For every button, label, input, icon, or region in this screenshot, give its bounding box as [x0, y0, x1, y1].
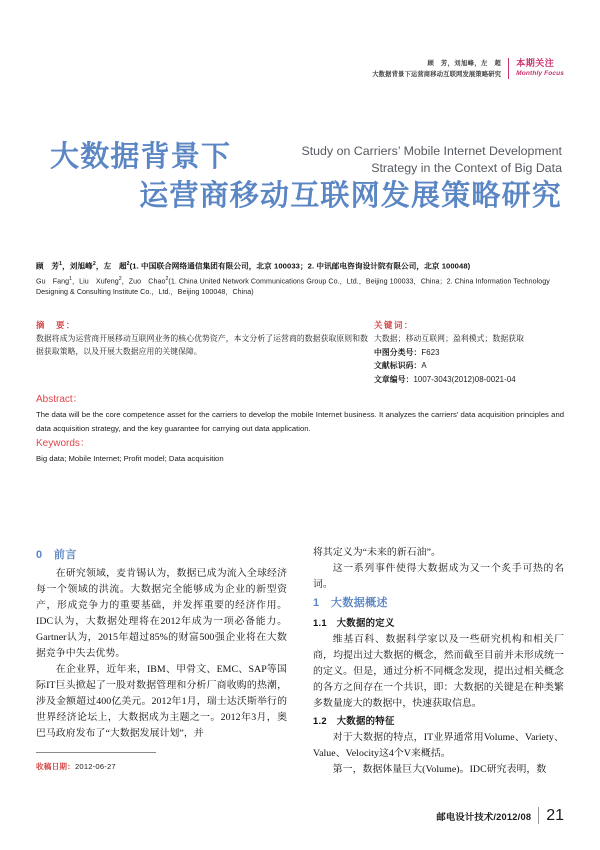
article-id-value: 1007-3043(2012)08-0021-04	[413, 374, 516, 384]
running-head-authors: 顾 芳，刘旭峰，左 超	[427, 60, 502, 67]
page-footer	[436, 807, 564, 824]
document-code	[374, 359, 564, 373]
english-abstract-label: Abstract：	[36, 394, 83, 405]
right-column-paragraph: 第一，数据体量巨大(Volume)。IDC研究表明，数	[332, 764, 547, 776]
clc-number-value: F623	[421, 347, 440, 357]
clc-number	[374, 346, 564, 360]
article-title-en	[231, 140, 564, 177]
english-abstract-text: The data will be the core competence asset for the carriers to develop the mobile Internet business. It analyzes the carriers’ data acquisition principles and data acquisition strategy, and the key guarantee for carrying out data application.	[36, 410, 564, 434]
running-head-text	[372, 58, 508, 80]
article-id	[374, 373, 564, 387]
chinese-abstract	[36, 318, 368, 386]
right-column-paragraph: 对于大数据的特点，IT业界通常用Volume、Variety、Value、Velocity这4个V来概括。	[313, 732, 564, 760]
left-column-paragraph: 在研究领域，麦肯锡认为，数据已成为流入全球经济每一个领域的洪流。大数据完全能够成为企业的新型资产，形成竞争力的重要基础，并发挥重要的经济作用。IDC认为，大数据处理将在2012年成为一项必备能力。Gartner认为，2015年超过85%的财富500强企业将在大数据竞争中失去优势。	[36, 568, 287, 660]
chinese-abstract-section	[36, 318, 564, 386]
left-column-paragraph: 在企业界，近年来，IBM、甲骨文、EMC、SAP等国际IT巨头掀起了一股对数据管理和分析厂商收购的热潮，涉及金额超过400亿美元。2012年1月，瑞士达沃斯举行的世界经济论坛上，大数据成为主题之一。2012年3月，奥巴马政府发布了“大数据发展计划”，并	[36, 664, 287, 740]
chinese-keywords-terms: 大数据；移动互联网；盈利模式；数据获取	[374, 334, 525, 343]
monthly-focus-badge	[508, 58, 564, 79]
english-abstract-section	[36, 392, 564, 467]
badge-label-en: Monthly Focus	[516, 70, 564, 77]
right-column-paragraph: 这一系列事件使得大数据成为又一个炙手可热的名词。	[313, 563, 564, 591]
english-keywords-text: Big data; Mobile Internet; Profit model; Data acquisition	[36, 454, 224, 464]
badge-label-cn: 本期关注	[516, 58, 555, 68]
running-head-title: 大数据背景下运营商移动互联网发展策略研究	[372, 71, 502, 78]
article-title-cn-line1: 大数据背景下	[50, 141, 232, 173]
author-affiliation-block	[36, 258, 564, 299]
right-column-paragraph: 维基百科、数据科学家以及一些研究机构和相关厂商，均提出过大数据的概念，然而截至目前并未形成统一的定义。但是，通过分析不同概念发现，提出过相关概念的各方之间存在一个共识，即：大数据的关键是在种类繁多数量庞大的数据中，快速获取信息。	[313, 634, 564, 710]
right-column-heading-2: 1.1 大数据的定义	[313, 617, 395, 629]
left-column-heading-1: 0 前言	[36, 549, 77, 561]
footnote-rule	[36, 752, 156, 753]
article-title-en-line2: Strategy in the Context of Big Data	[371, 161, 562, 175]
body-columns	[36, 545, 564, 779]
title-first-row	[36, 140, 564, 177]
document-code-label: 文献标识码：	[374, 361, 422, 371]
chinese-keywords-panel	[368, 318, 564, 386]
chinese-abstract-label: 摘 要：	[36, 320, 76, 330]
body-column-right	[313, 545, 564, 779]
right-column-paragraph: 将其定义为“未来的新石油”。	[313, 547, 441, 558]
authors-chinese: 顾 芳$^1$，刘旭峰$^2$，左 超$^2$(1. 中国联合网络通信集团有限公司，北京 100033；2. 中讯邮电咨询设计院有限公司，北京 100048)	[36, 261, 471, 271]
chinese-abstract-text: 数据将成为运营商开展移动互联网业务的核心优势资产，本文分析了运营商的数据获取原则和数据获取策略，以及开展大数据应用的关键保障。	[36, 334, 368, 357]
right-column-heading-1: 1 大数据概述	[313, 597, 388, 610]
body-column-left	[36, 545, 287, 779]
article-title-cn-line2: 运营商移动互联网发展策略研究	[139, 180, 562, 212]
chinese-keywords-label: 关键词：	[374, 320, 414, 330]
footnote-text	[36, 761, 287, 772]
article-title-en-line1: Study on Carriers’ Mobile Internet Development	[301, 144, 562, 158]
footnote-value: 2012-06-27	[74, 762, 116, 771]
article-id-label: 文章编号：	[374, 374, 414, 384]
article-title-block	[36, 140, 564, 214]
right-column-heading-2: 1.2 大数据的特征	[313, 715, 395, 727]
english-keywords-label: Keywords：	[36, 438, 90, 450]
page-number: 21	[538, 807, 564, 824]
document-code-value: A	[421, 361, 427, 371]
running-head	[36, 58, 564, 80]
journal-issue-label: 邮电设计技术/2012/08	[436, 811, 532, 822]
footnote-label: 收稿日期：	[36, 762, 75, 771]
clc-number-label: 中图分类号：	[374, 347, 422, 357]
received-date-footnote	[36, 752, 287, 772]
authors-english: Gu Fang$^1$，Liu Xufeng$^2$，Zuo Chao$^2$(1. China United Network Communications Group Co.，Ltd.，Beijing 100033，China；2. China Information Technology Designing & Consulting Institute Co.，Ltd.，Beijing 100048，China)	[36, 275, 550, 297]
